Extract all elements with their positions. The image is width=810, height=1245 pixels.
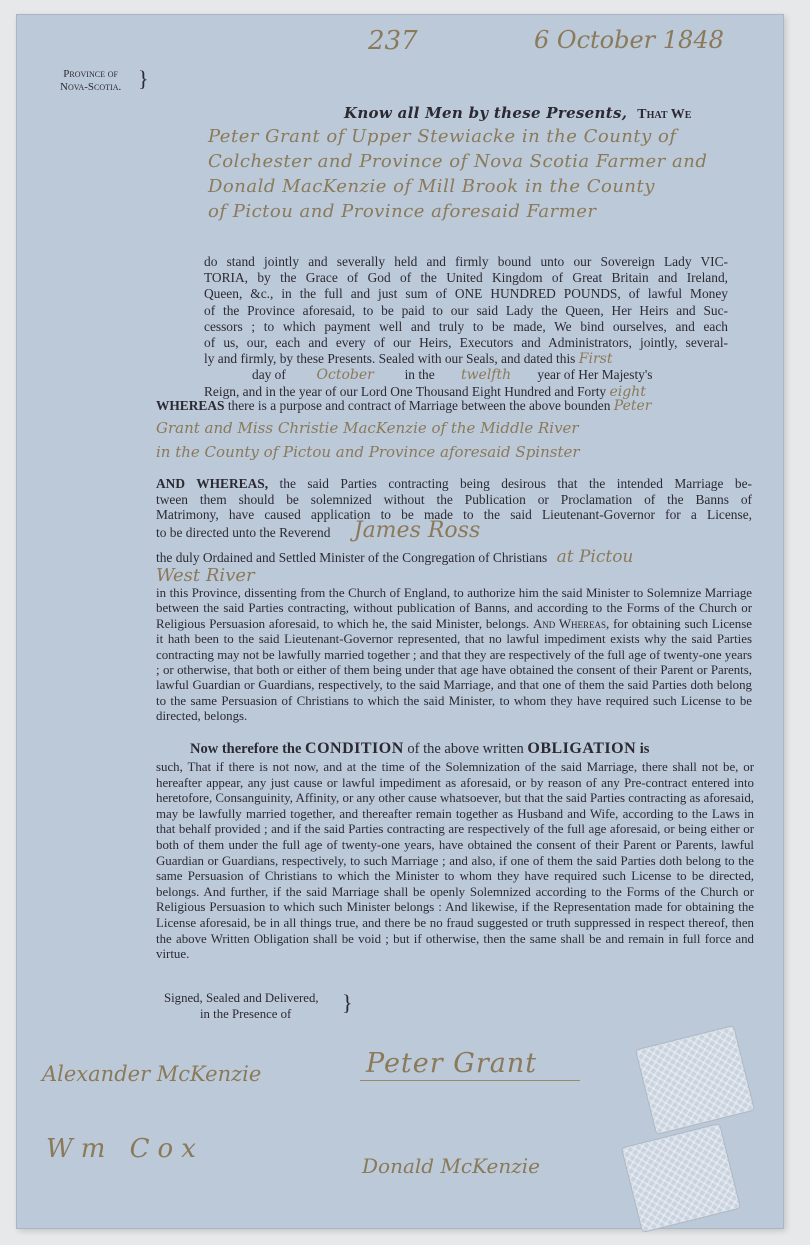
whereas-2-text-1: the said Parties contracting being desirous that the intended Marriage be- bbox=[279, 476, 753, 491]
province-label bbox=[60, 68, 121, 94]
whereas-1-line bbox=[156, 398, 756, 414]
bond-line-1: do stand jointly and severally held and firmly bound unto our Sovereign Lady VIC- bbox=[204, 254, 728, 269]
bond-line-3: Queen, &c., in the full and just sum of ONE HUNDRED POUNDS, of lawful Money bbox=[204, 286, 728, 302]
signed-sealed-text: Signed, Sealed and Delivered, bbox=[164, 991, 319, 1005]
party-line-1: Peter Grant of Upper Stewiacke in the County of bbox=[208, 126, 677, 147]
province-line-2: Nova-Scotia. bbox=[60, 81, 122, 93]
whereas-2-line-4 bbox=[156, 517, 752, 543]
year-handwritten: eight bbox=[609, 383, 646, 400]
province-line-1: Province of bbox=[63, 68, 118, 80]
whereas-2-line-5 bbox=[156, 547, 752, 568]
condition-word: CONDITION bbox=[305, 740, 404, 757]
signer-signature-2: Donald McKenzie bbox=[362, 1154, 541, 1178]
embossed-seal-1 bbox=[635, 1025, 755, 1135]
place-handwritten-2: West River bbox=[156, 564, 255, 586]
opening-line bbox=[344, 104, 691, 123]
bond-line-8-b: in the bbox=[404, 367, 435, 383]
bond-line-5: cessors ; to which payment well and truly to be made, We bind ourselves, and each bbox=[204, 318, 728, 334]
condition-lead: Now therefore the bbox=[190, 741, 302, 757]
witness-signature-1: Alexander McKenzie bbox=[42, 1062, 262, 1086]
condition-tail: is bbox=[639, 741, 650, 757]
obligation-word: OBLIGATION bbox=[527, 740, 637, 757]
party-line-4: of Pictou and Province aforesaid Farmer bbox=[208, 201, 597, 222]
minister-text: the duly Ordained and Settled Minister of the Congregation of Christians bbox=[156, 550, 548, 566]
bond-line-9-text: Reign, and in the year of our Lord One Thousand Eight Hundred and Forty bbox=[204, 383, 607, 399]
bond-line-7-text: ly and firmly, by these Presents. Sealed with our Seals, and dated this bbox=[204, 351, 576, 367]
condition-text: such, That if there is not now, and at the time of the Solemnization of the said Marriage, there shall not be, or hereafter appear, any just cause or lawful impediment as aforesaid, or by reason of any Pre-contract entered into heretofore, Consanguinity, Affinity, or any other cause whatsoever, but that the said Parties contracting as aforesaid, may be lawfully married together, and thereafter remain together as Husband and Wife, according to the Laws in that behalf provided ; and if the said Parties contracting are respectively of the full age aforesaid, or being either or both of them under the full age of twenty-one years, have obtained the consent of their Parent or Parents, lawful Guardian or Guardians, respectively, to such Marriage ; and also, if one of them the said Parties doth belong to the same Persuasion of Christians to which the Minister to whom they have required such License to be directed, belongs. And further, if the said Marriage shall be openly Solemnized according to the Forms of the Church or Religious Persuasion to which such Minister belongs : And likewise, if the Representation made for obtaining the License aforesaid, be in all things true, and there be no fraud suggested or truth suppressed in respect thereof, then the above Written Obligation shall be void ; but if otherwise, then the same shall be and remain in full force and virtue. bbox=[156, 760, 754, 962]
whereas-label: WHEREAS bbox=[156, 398, 225, 413]
signer-signature-1: Peter Grant bbox=[366, 1048, 538, 1079]
signature-underline bbox=[360, 1080, 580, 1081]
parties-handwritten bbox=[208, 124, 768, 224]
bond-paragraph bbox=[204, 254, 728, 400]
couple-line-1: Grant and Miss Christie MacKenzie of the Middle River bbox=[156, 419, 579, 437]
reverend-text: to be directed unto the Reverend bbox=[156, 524, 331, 540]
whereas-2-para-1: in this Province, dissenting from the Church of England, to authorize him the said Minister to Solemnize Marriage between the said Parties contracting, without publication of Banns, and according to the Forms of the Church or Religious Persuasion aforesaid, to which he, the said Minister, belongs. bbox=[156, 585, 752, 631]
whereas-application bbox=[156, 476, 752, 725]
party-line-2: Colchester and Province of Nova Scotia Farmer and bbox=[208, 151, 708, 172]
whereas-2-line-1 bbox=[156, 476, 752, 492]
that-we: That We bbox=[637, 107, 692, 122]
bond-line-7 bbox=[204, 351, 728, 367]
whereas-2-line-2: tween them should be solemnized without the Publication or Proclamation of the Banns of bbox=[156, 491, 752, 507]
condition-heading bbox=[156, 740, 754, 758]
signing-brace: } bbox=[342, 990, 353, 1015]
whereas-2-paragraph bbox=[156, 586, 752, 725]
bond-line-6: of us, our, each and every of our Heirs, Executors and Administrators, jointly, several- bbox=[204, 335, 728, 351]
presence-of-text: in the Presence of bbox=[200, 1007, 292, 1021]
condition-section bbox=[156, 740, 754, 963]
signing-label bbox=[164, 990, 319, 1022]
place-handwritten-1: at Pictou bbox=[556, 547, 634, 568]
embossed-seal-2 bbox=[621, 1123, 741, 1233]
whereas-2-line-3: Matrimony, have caused application to be made to the said Lieutenant-Governor for a License, bbox=[156, 507, 752, 523]
bond-line-8-a: day of bbox=[252, 367, 286, 383]
date-month-handwritten: October bbox=[316, 367, 374, 384]
regnal-year-handwritten: twelfth bbox=[460, 367, 512, 384]
province-brace: } bbox=[138, 66, 149, 91]
witness-signature-2: Wm Cox bbox=[46, 1134, 204, 1164]
bond-line-4: of the Province aforesaid, to be paid to our said Lady the Queen, Her Heirs and Suc- bbox=[204, 302, 728, 318]
condition-mid: of the above written bbox=[407, 741, 524, 757]
whereas-2-para-2: for obtaining such License it hath been to the said Lieutenant-Governor represented, that no lawful impediment exists why the said Parties contracting may not be lawfully married together ; and that they are respectively of the full age of twenty-one years ; or otherwise, that both or either of them being under that age have obtained the consent of their Parent or Parents, lawful Guardian or Guardians, respectively, to the said Marriage, and that one of them the said Parties doth belong to the same Persuasion of Christians to which the said Minister, to whom they have required such License to be directed, belongs. bbox=[156, 616, 752, 724]
bond-line-8 bbox=[204, 367, 728, 383]
groom-first-name-handwritten: Peter bbox=[613, 398, 652, 414]
whereas-marriage bbox=[156, 398, 756, 464]
whereas-text: there is a purpose and contract of Marriage between the above bounden bbox=[227, 398, 611, 413]
party-line-3: Donald MacKenzie of Mill Brook in the County bbox=[208, 176, 655, 197]
bond-line-8-c: year of Her Majesty's bbox=[537, 367, 653, 383]
minister-name-handwritten: James Ross bbox=[353, 517, 481, 543]
document-sheet bbox=[16, 14, 784, 1229]
docket-number: 237 bbox=[368, 26, 418, 56]
and-whereas-label: AND WHEREAS, bbox=[156, 476, 269, 491]
bond-line-2: TORIA, by the Grace of God of the United Kingdom of Great Britain and Ireland, bbox=[204, 270, 728, 286]
couple-line-2: in the County of Pictou and Province aforesaid Spinster bbox=[156, 443, 580, 461]
date-day-handwritten: First bbox=[578, 351, 613, 368]
opening-formula: Know all Men by these Presents, bbox=[344, 104, 628, 122]
and-whereas-inline: And Whereas, bbox=[533, 616, 610, 631]
docket-date: 6 October 1848 bbox=[534, 26, 724, 54]
couple-handwritten bbox=[156, 416, 756, 464]
